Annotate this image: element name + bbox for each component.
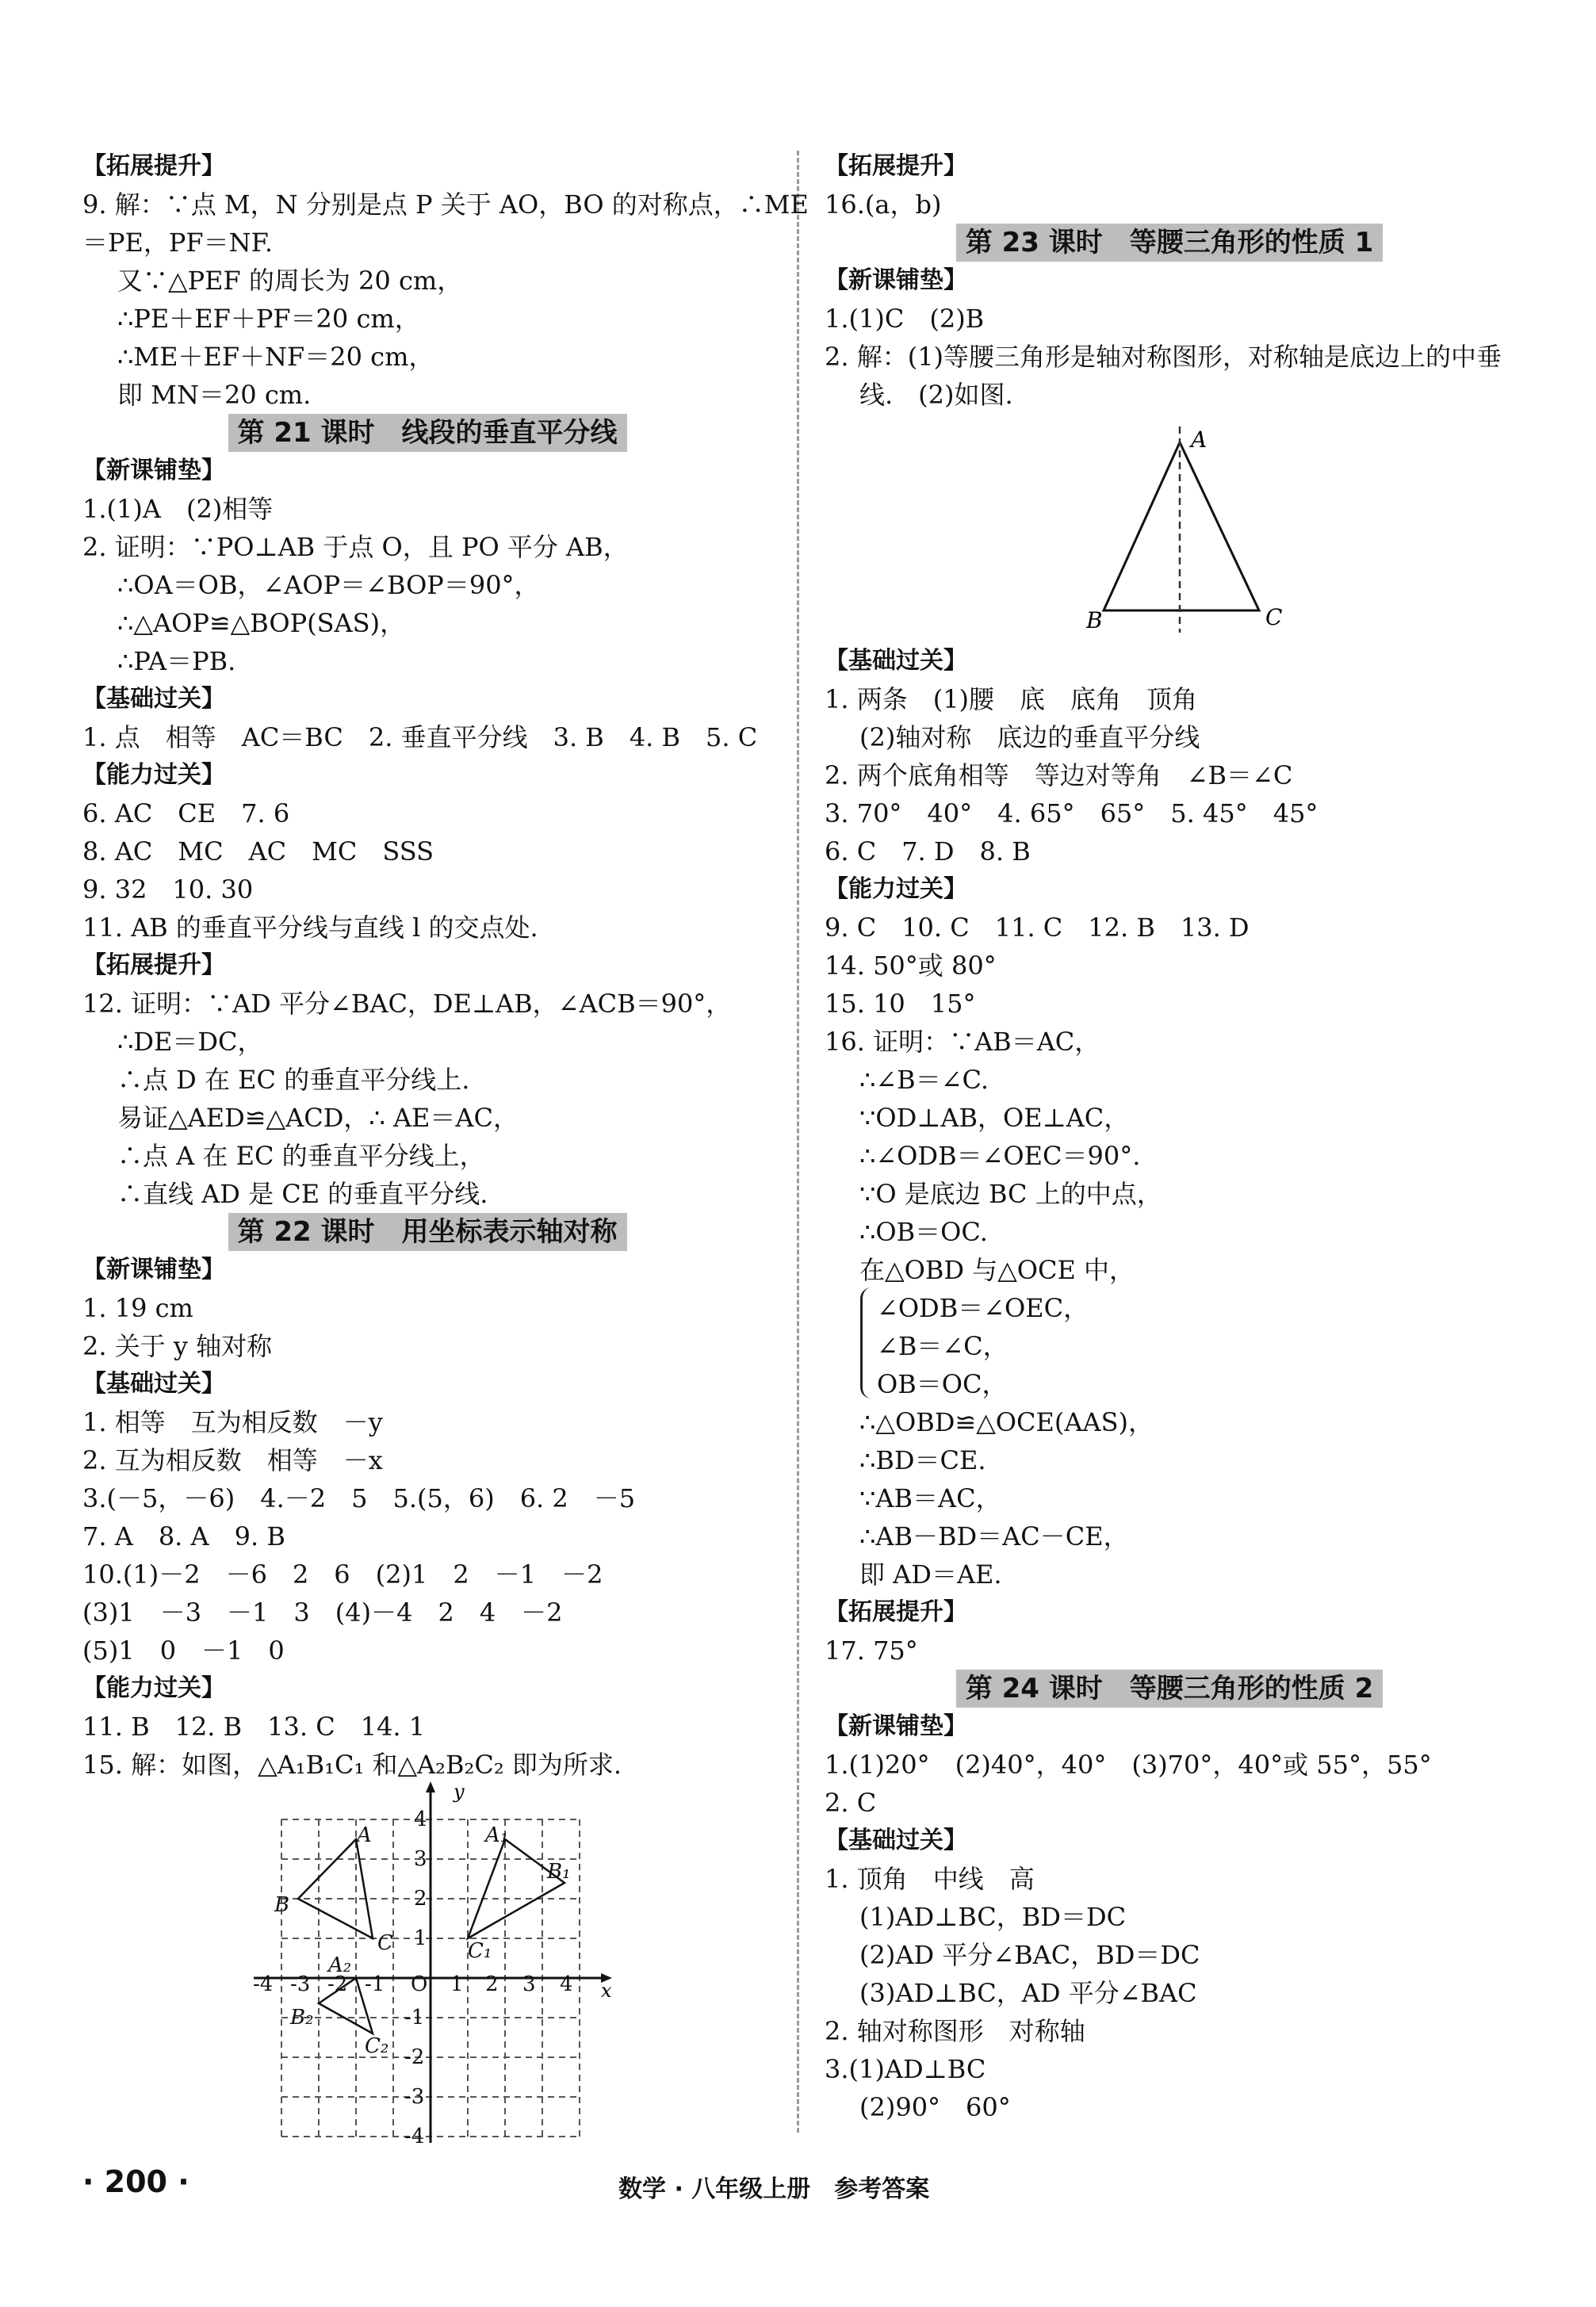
answer-line: ∴∠ODB＝∠OEC＝90°. [859, 1141, 1141, 1171]
answer-line: 在△OBD 与△OCE 中， [859, 1255, 1135, 1285]
y-tick: 2 [414, 1887, 427, 1911]
answer-line: 1. 点 相等 AC＝BC 2. 垂直平分线 3. B 4. B 5. C [82, 722, 758, 752]
answer-line: 1. 19 cm [82, 1293, 193, 1323]
answer-line: ∵O 是底边 BC 上的中点， [859, 1179, 1162, 1209]
point-label: C₁ [468, 1939, 492, 1963]
answer-line: ∠ODB＝∠OEC， [877, 1293, 1089, 1323]
x-tick: 2 [485, 1972, 499, 1996]
answer-line: 即 AD＝AE. [859, 1559, 1002, 1590]
answer-line: ∴PA＝PB. [117, 646, 236, 676]
x-tick: -4 [253, 1972, 274, 1996]
answer-line: 2. C [825, 1788, 877, 1818]
section-heading: 【新课铺垫】 [82, 457, 225, 484]
answer-line: 11. AB 的垂直平分线与直线 l 的交点处. [82, 912, 538, 943]
column-divider [797, 151, 799, 2133]
x-axis-label: x [601, 1980, 612, 2002]
answer-line: 17. 75° [825, 1636, 918, 1666]
answer-line: ∴PE＋EF＋PF＝20 cm， [117, 304, 420, 334]
answer-line: 11. B 12. B 13. C 14. 1 [82, 1712, 426, 1742]
answer-line: 易证△AED≌△ACD，∴ AE＝AC， [117, 1103, 519, 1133]
point-label: B₂ [290, 2006, 314, 2030]
triangle-a1b1c1 [468, 1839, 565, 1938]
point-label: C [377, 1931, 393, 1955]
x-tick: -2 [327, 1972, 348, 1996]
answer-line: ∴DE＝DC， [117, 1027, 263, 1057]
answer-line: 1.(1)C (2)B [825, 304, 985, 334]
footer-title: 数学 · 八年级上册 参考答案 [618, 2175, 930, 2203]
answer-line: 8. AC MC AC MC SSS [82, 836, 434, 867]
answer-line: 1. 两条 (1)腰 底 底角 顶角 [825, 684, 1198, 714]
answer-line: 1. 顶角 中线 高 [825, 1864, 1035, 1894]
y-tick: 1 [414, 1926, 427, 1950]
section-heading: 【基础过关】 [82, 1370, 225, 1398]
point-label: B [274, 1893, 290, 1917]
answer-line: 6. C 7. D 8. B [825, 836, 1031, 867]
x-tick: -1 [365, 1972, 385, 1996]
answer-line: 12. 证明：∵AD 平分∠BAC，DE⊥AB，∠ACB＝90°， [82, 989, 732, 1019]
answer-line: 2. 轴对称图形 对称轴 [825, 2016, 1085, 2046]
answer-line: 14. 50°或 80° [825, 951, 997, 981]
y-tick: 3 [414, 1847, 427, 1871]
point-label: C₂ [365, 2034, 389, 2058]
lesson-title: 第 23 课时 等腰三角形的性质 1 [825, 224, 1514, 262]
answer-line: 又∵△PEF 的周长为 20 cm， [117, 266, 463, 296]
y-tick: 4 [414, 1808, 427, 1831]
answer-line: 16. 证明：∵AB＝AC， [825, 1027, 1100, 1057]
point-label: A₁ [485, 1823, 509, 1847]
answer-line: 6. AC CE 7. 6 [82, 798, 290, 828]
answer-line: 1.(1)A (2)相等 [82, 494, 274, 524]
section-heading: 【基础过关】 [82, 685, 225, 713]
answer-line: ∴点 A 在 EC 的垂直平分线上， [117, 1141, 485, 1171]
answer-line: 2. 两个底角相等 等边对等角 ∠B＝∠C [825, 760, 1293, 790]
y-tick: -4 [404, 2125, 425, 2144]
point-label: B₁ [547, 1860, 571, 1884]
answer-line: 2. 关于 y 轴对称 [82, 1331, 273, 1361]
vertex-a-label: A [1191, 427, 1208, 453]
answer-line: 即 MN＝20 cm. [117, 380, 312, 410]
point-label: A [357, 1823, 372, 1847]
answer-line: 16.(a，b) [825, 189, 942, 220]
answer-line: (2)轴对称 底边的垂直平分线 [859, 722, 1200, 752]
answer-line: (2)90° 60° [859, 2092, 1011, 2122]
brace [860, 1287, 874, 1398]
brace-system [825, 1289, 1514, 1403]
answer-line: 3.(1)AD⊥BC [825, 2054, 986, 2084]
lesson-title: 第 21 课时 线段的垂直平分线 [82, 414, 772, 452]
answer-line: 10.(1)－2 －6 2 6 (2)1 2 －1 －2 [82, 1559, 603, 1590]
section-heading: 【能力过关】 [825, 875, 967, 903]
section-heading: 【新课铺垫】 [825, 1712, 967, 1740]
y-tick: -3 [404, 2085, 425, 2109]
answer-line: (3)1 －3 －1 3 (4)－4 2 4 －2 [82, 1597, 563, 1628]
answer-line: 3. 70° 40° 4. 65° 65° 5. 45° 45° [825, 798, 1319, 828]
answer-line: ∵AB＝AC， [859, 1483, 1001, 1513]
lesson-title: 第 24 课时 等腰三角形的性质 2 [825, 1670, 1514, 1708]
answer-line: ∴∠B＝∠C. [859, 1065, 989, 1095]
answer-line: (5)1 0 －1 0 [82, 1636, 285, 1666]
answer-line: 9. C 10. C 11. C 12. B 13. D [825, 912, 1250, 943]
answer-line: ∴AB－BD＝AC－CE， [859, 1521, 1129, 1551]
x-origin: O [411, 1972, 428, 1996]
y-tick: -2 [404, 2045, 425, 2069]
answer-line: 2. 互为相反数 相等 －x [82, 1445, 383, 1475]
section-heading: 【基础过关】 [825, 1827, 967, 1854]
answer-line: 线. (2)如图. [859, 380, 1013, 410]
isosceles-triangle-figure [1086, 420, 1292, 642]
answer-line: 3.(－5，－6) 4.－2 5 5.(5，6) 6. 2 －5 [82, 1483, 636, 1513]
left-column [82, 147, 809, 1784]
answer-line: ∵OD⊥AB，OE⊥AC， [859, 1103, 1130, 1133]
page-number: · 200 · [82, 2164, 189, 2199]
x-tick: -3 [290, 1972, 311, 1996]
answer-line: 9. 解：∵点 M，N 分别是点 P 关于 AO，BO 的对称点，∴ME [82, 189, 809, 220]
lesson-title: 第 22 课时 用坐标表示轴对称 [82, 1213, 772, 1251]
y-tick: -1 [404, 2006, 425, 2030]
section-heading: 【拓展提升】 [825, 152, 967, 180]
x-tick: 1 [450, 1972, 464, 1996]
answer-line: 2. 证明：∵PO⊥AB 于点 O，且 PO 平分 AB， [82, 532, 629, 562]
answer-line: 1.(1)20° (2)40°，40° (3)70°，40°或 55°，55° [825, 1750, 1432, 1780]
point-label: A₂ [328, 1953, 352, 1977]
vertex-c-label: C [1265, 604, 1283, 630]
answer-line: ∠B＝∠C， [877, 1331, 1009, 1361]
section-heading: 【拓展提升】 [82, 951, 225, 979]
vertex-b-label: B [1086, 607, 1103, 633]
section-heading: 【新课铺垫】 [82, 1256, 225, 1284]
section-heading: 【拓展提升】 [825, 1598, 967, 1626]
y-axis-label: y [454, 1781, 465, 1803]
answer-line: 9. 32 10. 30 [82, 874, 254, 905]
answer-line: 15. 10 15° [825, 989, 976, 1019]
answer-line: ∴点 D 在 EC 的垂直平分线上. [117, 1065, 470, 1095]
answer-line: 1. 相等 互为相反数 －y [82, 1407, 383, 1437]
triangle-abc [1104, 442, 1259, 610]
answer-line: ＝PE，PF＝NF. [82, 228, 274, 258]
triangle-abc [298, 1839, 373, 1938]
answer-line: ∴OA＝OB，∠AOP＝∠BOP＝90°， [117, 570, 540, 600]
answer-line: ∴BD＝CE. [859, 1445, 986, 1475]
answer-line: 15. 解：如图，△A₁B₁C₁ 和△A₂B₂C₂ 即为所求. [82, 1750, 622, 1780]
answer-line: OB＝OC， [877, 1369, 1008, 1399]
answer-line: 2. 解：(1)等腰三角形是轴对称图形，对称轴是底边上的中垂 [825, 342, 1502, 372]
answer-line: ∴OB＝OC. [859, 1217, 988, 1247]
x-tick: 3 [522, 1972, 536, 1996]
section-heading: 【新课铺垫】 [825, 266, 967, 294]
answer-line: ∴△AOP≌△BOP(SAS)， [117, 608, 406, 638]
answer-line: ∴ME＋EF＋NF＝20 cm， [117, 342, 434, 372]
section-heading: 【基础过关】 [825, 647, 967, 675]
section-heading: 【能力过关】 [82, 1674, 225, 1702]
answer-line: (2)AD 平分∠BAC，BD＝DC [859, 1940, 1200, 1970]
answer-line: 7. A 8. A 9. B [82, 1521, 285, 1551]
x-tick: 4 [560, 1972, 573, 1996]
answer-line: ∴直线 AD 是 CE 的垂直平分线. [117, 1179, 488, 1209]
section-heading: 【能力过关】 [82, 761, 225, 789]
answer-line: (1)AD⊥BC，BD＝DC [859, 1902, 1127, 1932]
coordinate-grid-figure [246, 1780, 618, 2144]
section-heading: 【拓展提升】 [82, 152, 225, 180]
answer-line: (3)AD⊥BC，AD 平分∠BAC [859, 1978, 1197, 2008]
answer-line: ∴△OBD≌△OCE(AAS)， [859, 1407, 1154, 1437]
